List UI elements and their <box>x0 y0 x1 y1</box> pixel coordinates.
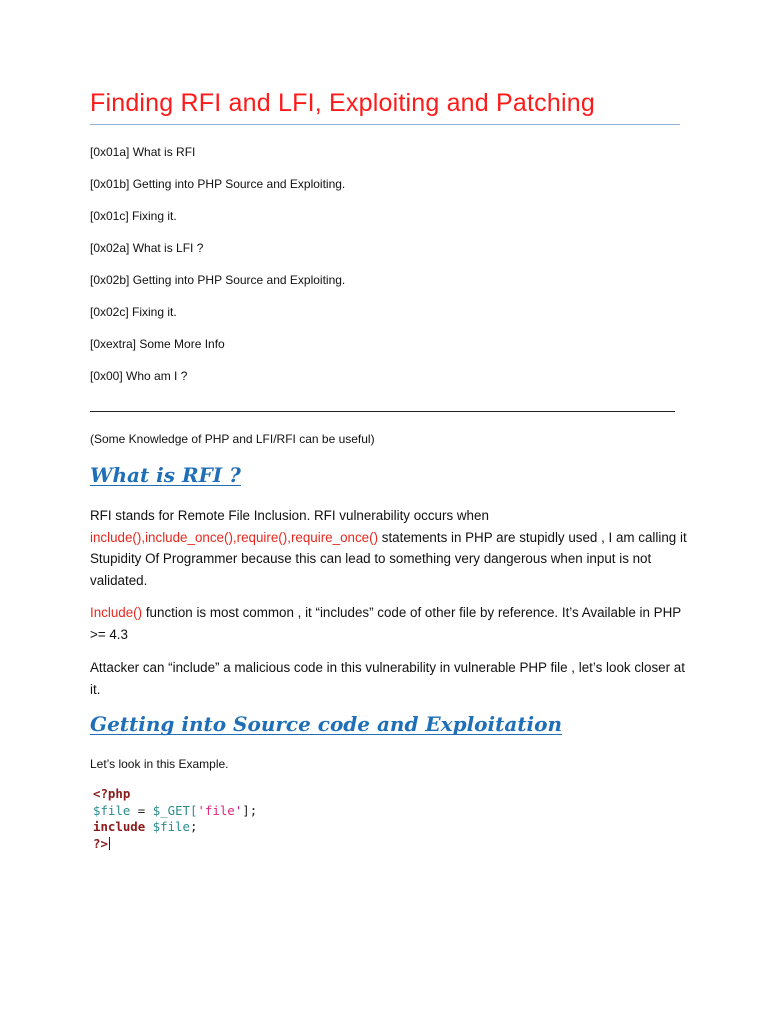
text-cursor <box>109 837 110 850</box>
code-keyword: include <box>93 819 146 834</box>
section-heading-source-code: Getting into Source code and Exploitation <box>90 712 563 736</box>
toc-item: [0x02b] Getting into PHP Source and Exploiting. <box>90 273 346 287</box>
code-variable: $file <box>145 819 190 834</box>
rfi-definition-paragraph <box>90 505 690 591</box>
document-title: Finding RFI and LFI, Exploiting and Patching <box>90 89 595 117</box>
toc-item: [0x00] Who am I ? <box>90 369 188 383</box>
paragraph-text: statements in PHP are stupidly used , I am calling it Stupidity Of Programmer because this can lead to something very dangerous when input is not validated. <box>90 529 687 588</box>
code-close-tag: ?> <box>93 835 108 851</box>
code-variable: $file <box>93 802 131 818</box>
toc-item: [0x01a] What is RFI <box>90 145 196 159</box>
toc-item: [0x01b] Getting into PHP Source and Exploiting. <box>90 177 346 191</box>
toc-item: [0x02c] Fixing it. <box>90 305 177 319</box>
prerequisite-note: (Some Knowledge of PHP and LFI/RFI can be useful) <box>90 432 375 446</box>
php-code-snippet <box>93 786 257 852</box>
paragraph-text: function is most common , it “includes” code of other file by reference. It’s Available in PHP >= 4.3 <box>90 605 681 642</box>
toc-item: [0x01c] Fixing it. <box>90 209 177 223</box>
toc-item: [0x02a] What is LFI ? <box>90 241 204 255</box>
include-function-paragraph <box>90 602 690 645</box>
code-open-tag: <?php <box>93 786 131 801</box>
example-intro: Let’s look in this Example. <box>90 757 229 771</box>
section-heading-what-is-rfi: What is RFI ? <box>90 463 241 487</box>
code-bracket: ]; <box>242 802 258 818</box>
include-function-highlight: Include() <box>90 605 143 620</box>
paragraph-text: RFI stands for Remote File Inclusion. RFI vulnerability occurs when <box>90 508 489 523</box>
toc-item: [0xextra] Some More Info <box>90 337 225 351</box>
code-superglobal: $_GET[ <box>152 802 198 818</box>
separator-line <box>90 411 675 412</box>
attacker-paragraph: Attacker can “include” a malicious code in this vulnerability in vulnerable PHP file , let’s look closer at it. <box>90 660 685 697</box>
php-functions-highlight: include(),include_once(),require(),require_once() <box>90 529 379 545</box>
code-operator: = <box>130 802 153 818</box>
code-string: 'file' <box>197 802 243 818</box>
code-semicolon: ; <box>189 819 198 834</box>
title-underline <box>90 124 680 125</box>
